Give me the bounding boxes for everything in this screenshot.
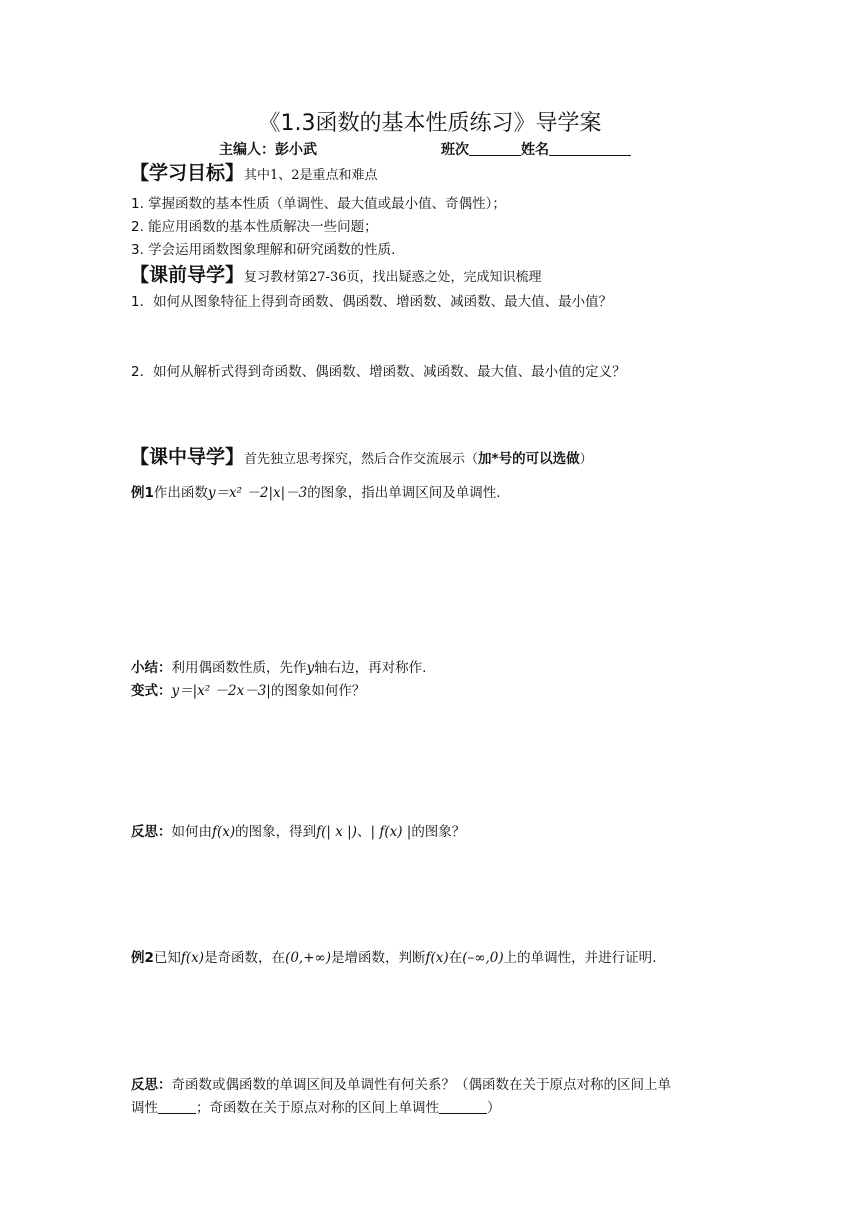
example-2-f2: f(x) bbox=[425, 950, 449, 966]
reflection-2-text-2a: 调性 bbox=[131, 1100, 158, 1116]
reflection-2-line-2 bbox=[131, 1096, 501, 1116]
example-2-e: 上的单调性，并进行证明. bbox=[503, 950, 657, 966]
example-2-c: 是增函数，判断 bbox=[331, 950, 426, 966]
reflection-1-label: 反思： bbox=[131, 824, 172, 840]
odd-monotonicity-blank[interactable] bbox=[439, 1099, 487, 1114]
reflection-1-f3: | f(x) | bbox=[370, 824, 412, 840]
reflection-1-pre: 如何由 bbox=[171, 824, 212, 840]
preview-heading: 【课前导学】 bbox=[130, 264, 245, 286]
class-label: 班次 bbox=[441, 142, 469, 158]
example-2-a: 已知 bbox=[153, 950, 181, 966]
author-line bbox=[219, 139, 317, 159]
reflection-2-text-2c: ） bbox=[487, 1100, 501, 1116]
objective-item: 1. 掌握函数的基本性质（单调性、最大值或最小值、奇偶性）； bbox=[131, 196, 506, 212]
example-2 bbox=[131, 946, 656, 966]
example-1-formula: y＝x² －2|x|－3 bbox=[207, 485, 308, 501]
preview-question-1: 1．如何从图象特征上得到奇函数、偶函数、增函数、减函数、最大值、最小值？ bbox=[131, 294, 613, 310]
author-label: 主编人： bbox=[219, 142, 275, 158]
example-2-interval-2: (–∞,0) bbox=[462, 950, 504, 966]
objectives-heading-row bbox=[130, 158, 378, 185]
summary bbox=[131, 656, 426, 676]
name-label: 姓名 bbox=[521, 142, 549, 158]
example-1-post: 的图象，指出单调区间及单调性. bbox=[307, 485, 501, 501]
variant-formula: y＝|x² －2x－3| bbox=[171, 683, 271, 699]
summary-var: y bbox=[306, 660, 315, 676]
reflection-1-sep: 、 bbox=[356, 824, 371, 840]
variant-post: 的图象如何作？ bbox=[270, 683, 366, 699]
example-2-interval-1: (0,+∞) bbox=[285, 950, 332, 966]
objectives-note: 其中1、2是重点和难点 bbox=[244, 168, 378, 183]
inclass-note-end: ） bbox=[579, 452, 593, 467]
reflection-2-line-1 bbox=[131, 1073, 671, 1093]
variant-label: 变式： bbox=[131, 683, 172, 699]
example-1 bbox=[131, 481, 501, 501]
example-2-b: 是奇函数，在 bbox=[204, 950, 286, 966]
variant bbox=[131, 679, 365, 699]
reflection-2-text-1: 奇函数或偶函数的单调区间及单调性有何关系？（偶函数在关于原点对称的区间上单 bbox=[171, 1077, 671, 1093]
page-title: 《1.3函数的基本性质练习》导学案 bbox=[258, 111, 602, 136]
example-2-d: 在 bbox=[448, 950, 463, 966]
example-2-f1: f(x) bbox=[180, 950, 205, 966]
author-name: 彭小武 bbox=[275, 142, 317, 158]
objective-item: 3. 学会运用函数图象理解和研究函数的性质. bbox=[131, 242, 396, 258]
preview-note: 复习教材第27-36页，找出疑惑之处，完成知识梳理 bbox=[244, 270, 542, 285]
inclass-heading-row bbox=[130, 442, 593, 469]
inclass-note-bold: 加*号的可以选做 bbox=[478, 451, 580, 467]
preview-question-2: 2．如何从解析式得到奇函数、偶函数、增函数、减函数、最大值、最小值的定义？ bbox=[131, 364, 626, 380]
reflection-2-label: 反思： bbox=[131, 1077, 172, 1093]
reflection-1-post: 的图象？ bbox=[411, 824, 466, 840]
inclass-note: 首先独立思考探究，然后合作交流展示（ bbox=[244, 452, 479, 467]
reflection-1 bbox=[131, 820, 465, 840]
example-2-label: 例2 bbox=[131, 950, 154, 966]
reflection-1-mid: 的图象，得到 bbox=[235, 824, 317, 840]
class-blank[interactable] bbox=[469, 141, 521, 156]
objective-item: 2. 能应用函数的基本性质解决一些问题； bbox=[131, 219, 378, 235]
even-monotonicity-blank[interactable] bbox=[158, 1099, 196, 1114]
example-1-label: 例1 bbox=[131, 485, 154, 501]
summary-label: 小结： bbox=[131, 660, 172, 676]
class-name-line bbox=[441, 139, 631, 159]
objectives-heading: 【学习目标】 bbox=[130, 162, 245, 184]
summary-text-a: 利用偶函数性质，先作 bbox=[171, 660, 307, 676]
summary-text-b: 轴右边，再对称作. bbox=[314, 660, 427, 676]
name-blank[interactable] bbox=[549, 141, 631, 156]
inclass-heading: 【课中导学】 bbox=[130, 446, 245, 468]
reflection-2-text-2b: ；奇函数在关于原点对称的区间上单调性 bbox=[196, 1100, 439, 1116]
reflection-1-f1: f(x) bbox=[212, 824, 236, 840]
reflection-1-f2: f(| x |) bbox=[316, 824, 357, 840]
example-1-pre: 作出函数 bbox=[153, 485, 208, 501]
preview-heading-row bbox=[130, 260, 542, 287]
